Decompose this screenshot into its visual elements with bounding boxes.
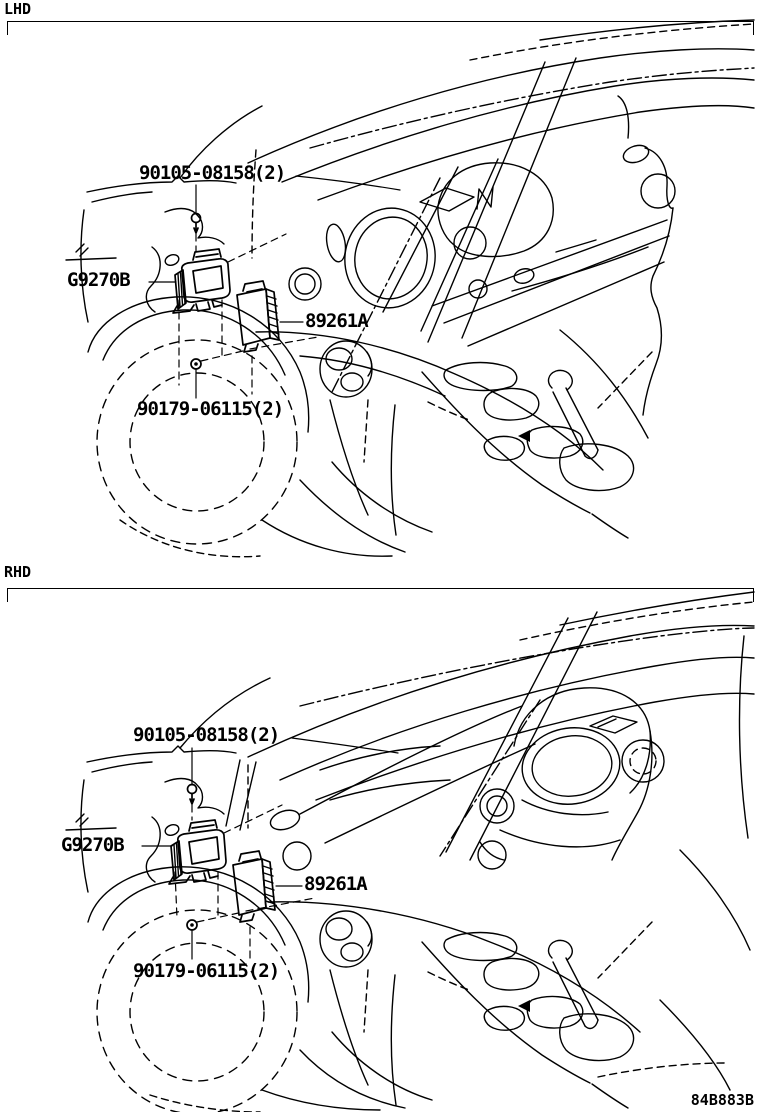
rhd-label-lower-screw: 90179-06115(2) bbox=[133, 960, 280, 982]
lhd-label-lower-screw: 90179-06115(2) bbox=[137, 398, 284, 420]
lhd-section-bracket bbox=[7, 21, 754, 35]
rhd-car-line-art bbox=[66, 592, 754, 1112]
lhd-89261a-ecu-drawing bbox=[237, 281, 279, 352]
lhd-lower-bolt-drawing bbox=[191, 337, 318, 398]
rhd-upper-bolt-drawing bbox=[188, 748, 197, 820]
lhd-upper-bolt-drawing bbox=[192, 185, 201, 252]
lhd-label-89261a: 89261A bbox=[305, 310, 368, 332]
lhd-label-upper-screw: 90105-08158(2) bbox=[139, 162, 286, 184]
rhd-lower-bolt-drawing bbox=[187, 898, 315, 959]
rhd-parts-drawing bbox=[142, 738, 398, 959]
rhd-section-label: RHD bbox=[4, 563, 32, 581]
lhd-car-line-art bbox=[66, 20, 754, 557]
rhd-89261a-ecu-drawing bbox=[233, 851, 275, 922]
lhd-label-g9270b: G9270B bbox=[67, 269, 130, 291]
rhd-label-g9270b: G9270B bbox=[61, 834, 124, 856]
rhd-label-89261a: 89261A bbox=[304, 873, 367, 895]
rhd-label-upper-screw: 90105-08158(2) bbox=[133, 724, 280, 746]
figure-code: 84B883B bbox=[690, 1091, 754, 1109]
lhd-section-label: LHD bbox=[4, 0, 32, 18]
rhd-section-bracket bbox=[7, 588, 754, 602]
